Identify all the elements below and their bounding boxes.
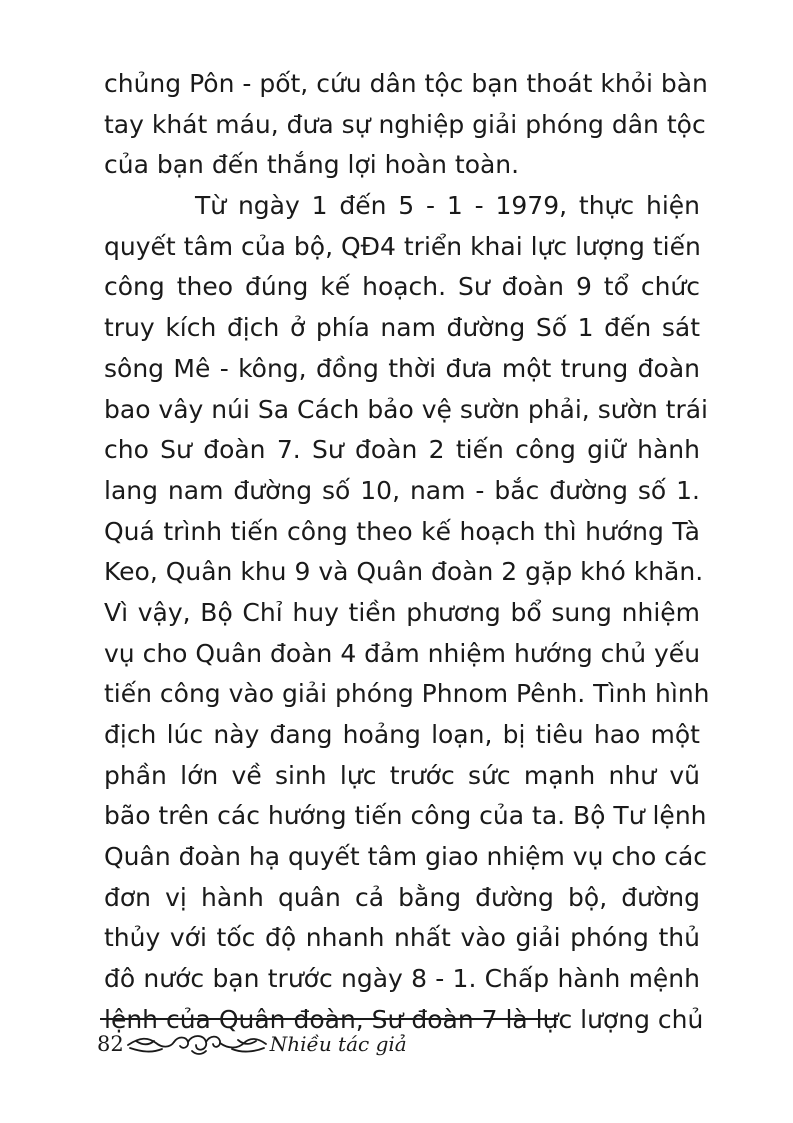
text-line: lang nam đường số 10, nam - bắc đường số 1. <box>104 475 700 505</box>
text-line: bão trên các hướng tiến công của ta. Bộ Tư lệnh <box>104 801 707 831</box>
text-line: bao vây núi Sa Cách bảo vệ sườn phải, sườn trái <box>104 394 709 424</box>
text-line: Quân đoàn hạ quyết tâm giao nhiệm vụ cho các <box>104 842 708 872</box>
body-text <box>104 64 710 1041</box>
text-line: tay khát máu, đưa sự nghiệp giải phóng dân tộc <box>104 109 706 139</box>
text-line: tiến công vào giải phóng Phnom Pênh. Tình hình <box>104 679 710 709</box>
text-line: truy kích địch ở phía nam đường Số 1 đến sát <box>104 313 700 343</box>
text-line: đô nước bạn trước ngày 8 - 1. Chấp hành mệnh <box>104 964 700 994</box>
author-credit: Nhiều tác giả <box>269 1032 407 1056</box>
text-line: chủng Pôn - pốt, cứu dân tộc bạn thoát khỏi bàn <box>104 69 708 98</box>
page-number: 82 <box>97 1032 124 1056</box>
text-line: Keo, Quân khu 9 và Quân đoàn 2 gặp khó khăn. <box>104 557 704 587</box>
decorative-flourish-icon <box>126 1029 268 1059</box>
footer-divider <box>100 1018 558 1020</box>
text-line: của bạn đến thắng lợi hoàn toàn. <box>104 150 520 180</box>
text-line: Quá trình tiến công theo kế hoạch thì hướng Tà <box>104 516 700 546</box>
text-line: phần lớn về sinh lực trước sức mạnh như vũ <box>104 760 700 790</box>
text-line: công theo đúng kế hoạch. Sư đoàn 9 tổ chức <box>104 272 700 302</box>
text-line: vụ cho Quân đoàn 4 đảm nhiệm hướng chủ yếu <box>104 638 701 668</box>
text-line: đơn vị hành quân cả bằng đường bộ, đường <box>104 882 700 912</box>
text-line: địch lúc này đang hoảng loạn, bị tiêu hao một <box>104 720 700 749</box>
paragraph-first-line: Từ ngày 1 đến 5 - 1 - 1979, thực hiện <box>195 191 700 221</box>
text-line: quyết tâm của bộ, QĐ4 triển khai lực lượng tiến <box>104 231 701 261</box>
page-footer <box>97 1026 407 1062</box>
text-line: Vì vậy, Bộ Chỉ huy tiền phương bổ sung nhiệm <box>104 597 700 627</box>
text-line: sông Mê - kông, đồng thời đưa một trung đoàn <box>104 353 700 383</box>
text-line: lệnh của Quân đoàn, Sư đoàn 7 là lực lượng chủ <box>104 1004 704 1034</box>
text-line: thủy với tốc độ nhanh nhất vào giải phóng thủ <box>104 923 700 953</box>
text-line: cho Sư đoàn 7. Sư đoàn 2 tiến công giữ hành <box>104 435 700 465</box>
